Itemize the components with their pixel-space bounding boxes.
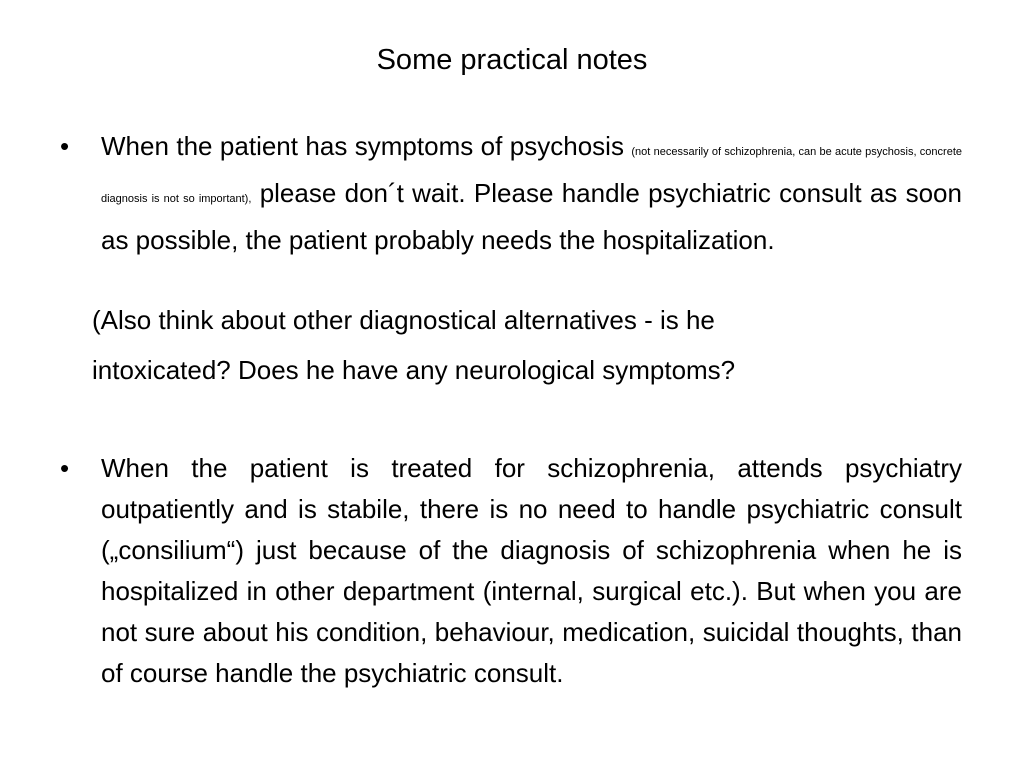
- bullet-text-part-b: please don´t wait. Please handle psychiatric consult as soon as possible, the patient probably needs the hospitalization.: [101, 178, 962, 255]
- bullet-item-psychosis: [60, 126, 962, 261]
- bullet-text-part-a: When the patient has symptoms of psychosis: [101, 131, 632, 161]
- bullet-small-note: (not necessarily of schizophrenia, can be acute psychosis, concrete diagnosis is not so important),: [101, 146, 962, 205]
- bullet-icon: •: [60, 131, 70, 161]
- slide-title: Some practical notes: [376, 44, 648, 76]
- bullet-icon: •: [60, 453, 70, 483]
- bullet-text: [101, 126, 962, 261]
- aside-line-1: (Also think about other diagnostical alternatives - is he: [92, 305, 715, 335]
- bullet-text: When the patient is treated for schizophrenia, attends psychiatry outpatiently and is stabile, there is no need to handle psychiatric consult („consilium“) just because of the diagnosis of schizophrenia when he is hospitalized in other department (internal, surgical etc.). But when you are not sure about his condition, behaviour, medication, suicidal thoughts, than of course handle the psychiatric consult.: [101, 453, 962, 688]
- bullet-item-schizophrenia: [60, 448, 962, 694]
- aside-line-2: intoxicated? Does he have any neurological symptoms?: [92, 355, 736, 385]
